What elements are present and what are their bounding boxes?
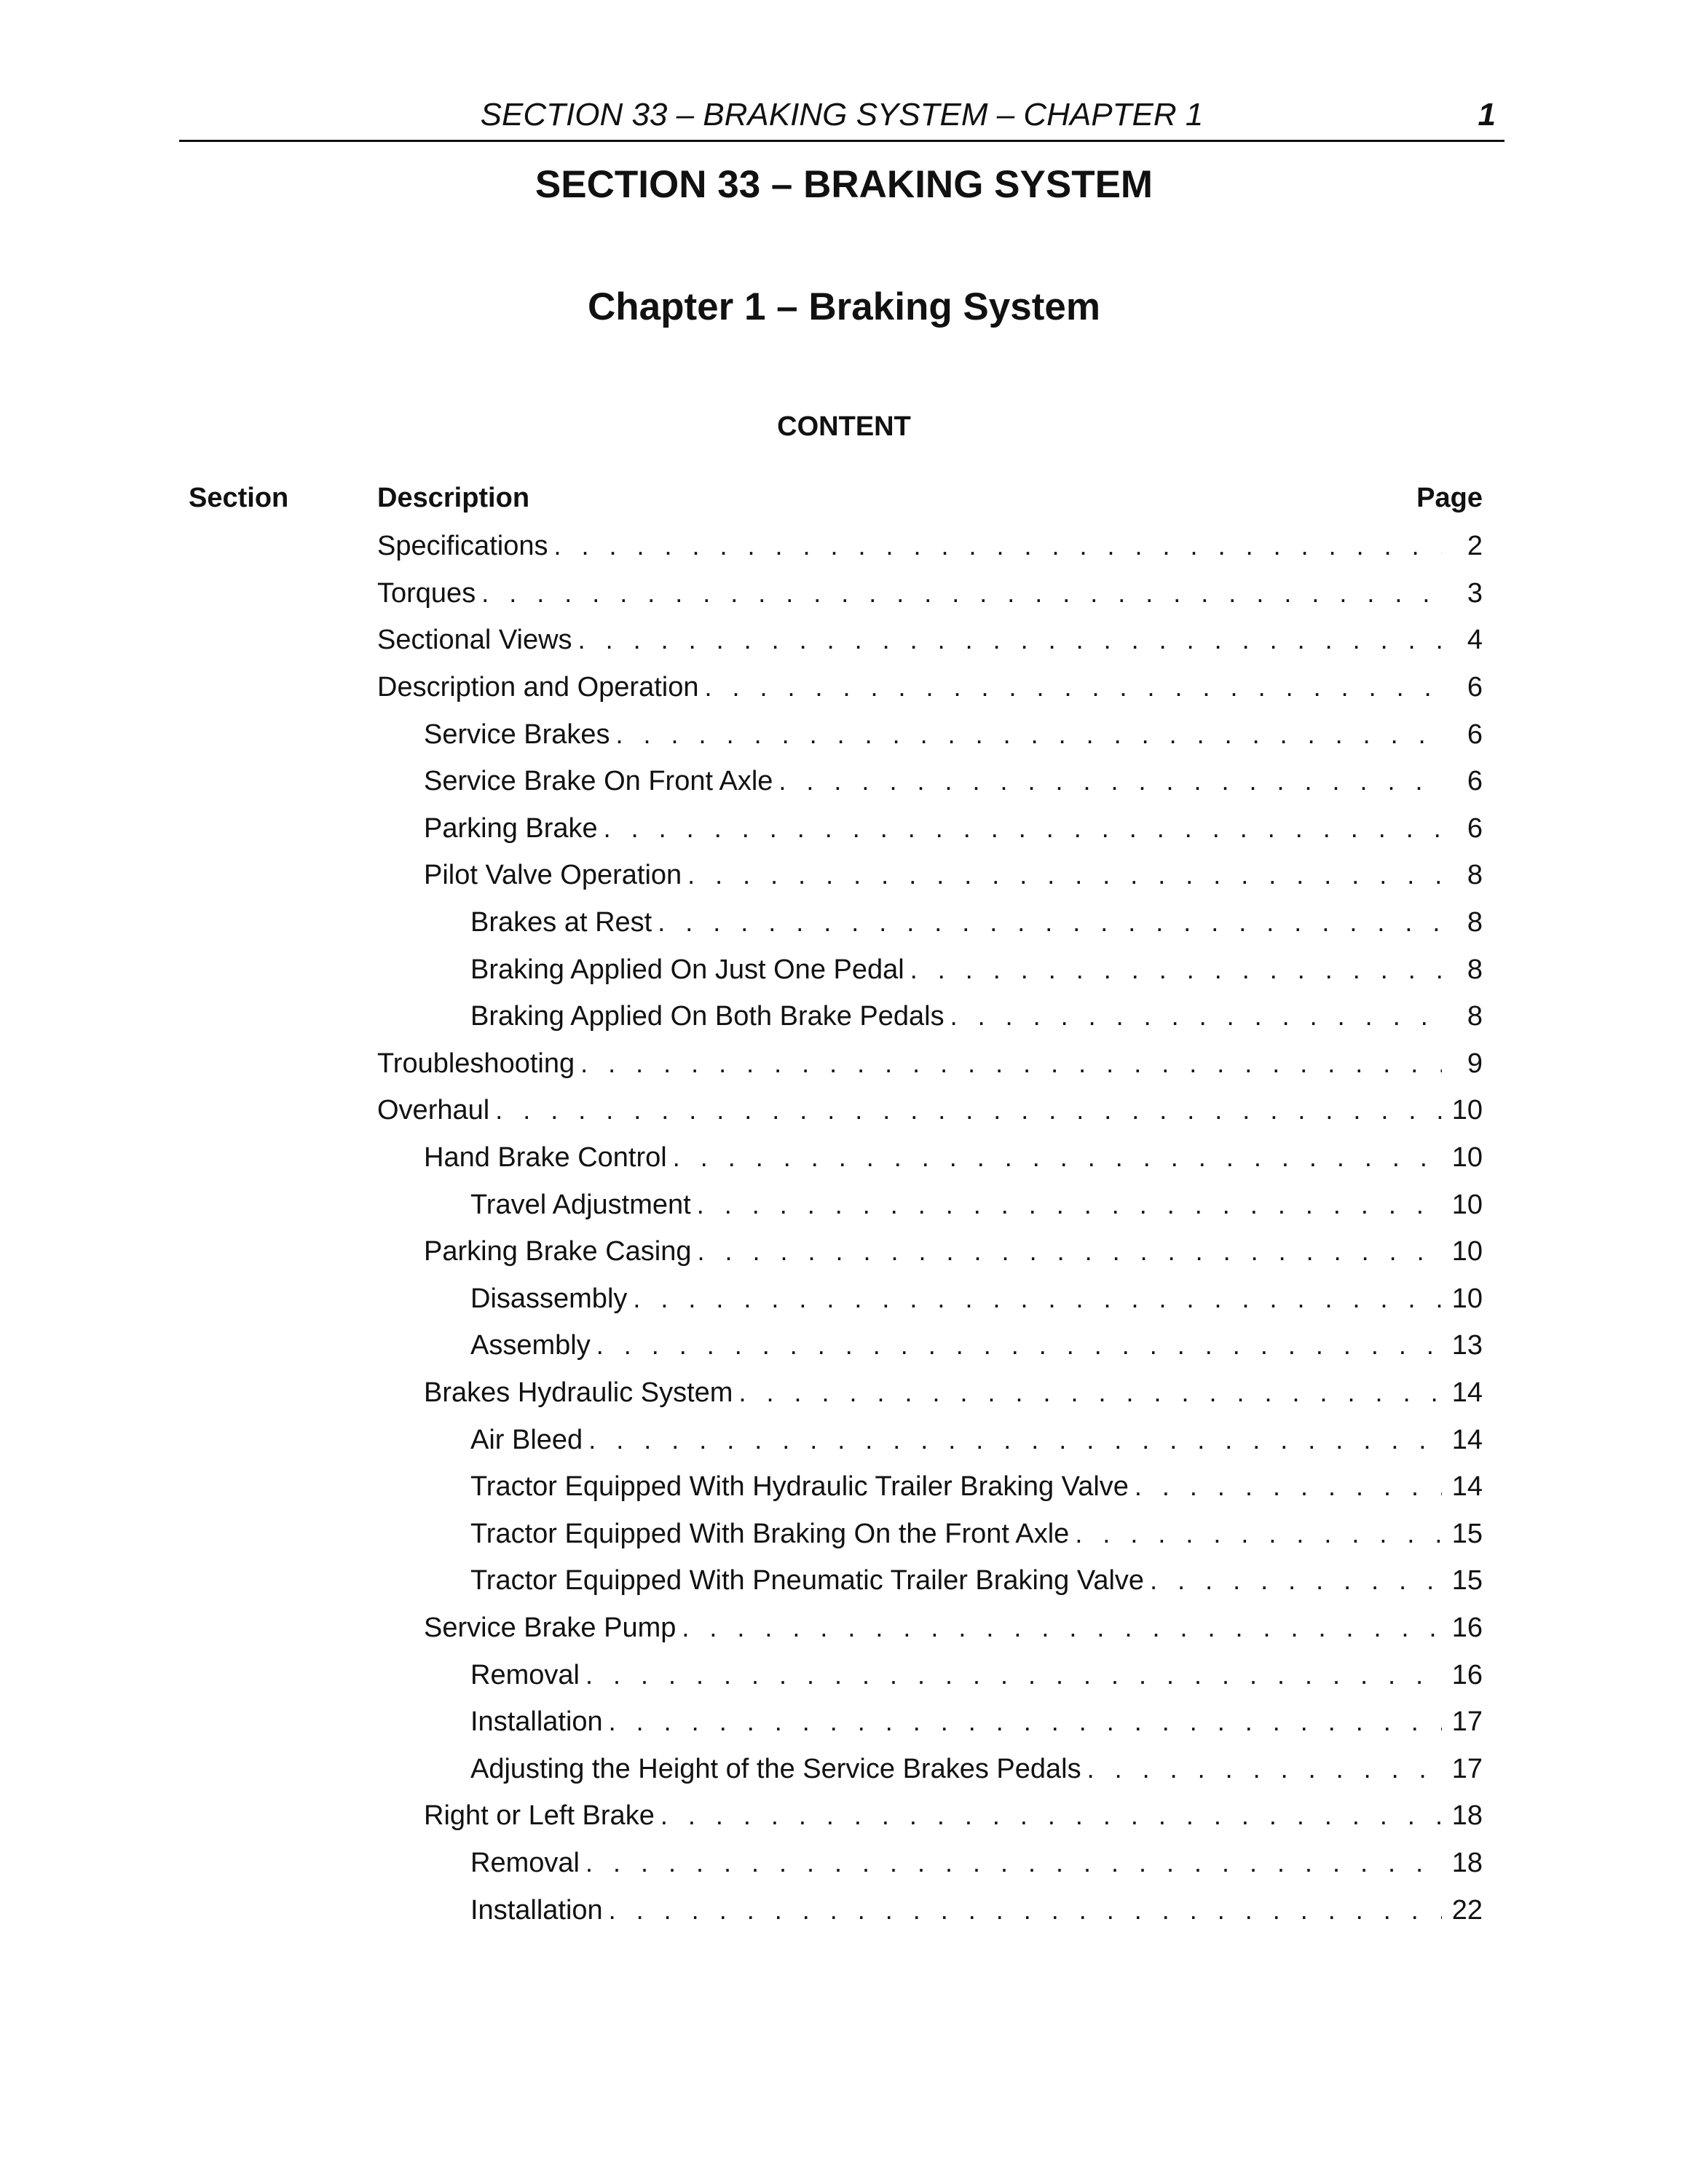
toc-entry-page: 10: [1451, 1236, 1483, 1267]
dot-leader: [481, 576, 1442, 611]
toc-entry-title: Description and Operation: [377, 672, 699, 703]
toc-entry-page: 3: [1467, 577, 1483, 609]
dot-leader: [585, 1845, 1442, 1880]
toc-entry[interactable]: [377, 711, 1483, 758]
toc-entry-title: Overhaul: [377, 1095, 490, 1126]
chapter-title: Chapter 1 – Braking System: [588, 285, 1100, 328]
toc-entry-title: Air Bleed: [470, 1424, 583, 1455]
toc-entry-title: Braking Applied On Just One Pedal: [470, 954, 904, 985]
dot-leader: [495, 1093, 1442, 1128]
toc-entry-title: Disassembly: [470, 1283, 628, 1314]
dot-leader: [580, 1046, 1442, 1081]
toc-entry[interactable]: [377, 1651, 1483, 1698]
toc-entry-title: Adjusting the Height of the Service Brakes Pedals: [470, 1753, 1081, 1784]
toc-entry-page: 4: [1467, 625, 1483, 656]
toc-entry-title: Braking Applied On Both Brake Pedals: [470, 1001, 944, 1032]
toc-entry[interactable]: [377, 1087, 1483, 1134]
toc-entry-page: 17: [1451, 1706, 1483, 1738]
toc-entry-page: 16: [1451, 1659, 1483, 1690]
toc-entry[interactable]: [377, 523, 1483, 570]
toc-entry-page: 14: [1451, 1471, 1483, 1503]
dot-leader: [682, 1610, 1442, 1645]
toc-entry-page: 14: [1451, 1424, 1483, 1455]
toc-entry-title: Tractor Equipped With Hydraulic Trailer Braking Valve: [470, 1471, 1129, 1503]
dot-leader: [1150, 1563, 1442, 1598]
running-title: SECTION 33 – BRAKING SYSTEM – CHAPTER 1: [480, 97, 1204, 132]
dot-leader: [1075, 1516, 1442, 1551]
toc-entry-page: 13: [1451, 1330, 1483, 1361]
toc-entry[interactable]: [377, 617, 1483, 664]
toc-entry[interactable]: [377, 1040, 1483, 1088]
toc-entry-page: 17: [1451, 1753, 1483, 1784]
toc-entry[interactable]: [377, 1228, 1483, 1275]
toc-entry[interactable]: [377, 993, 1483, 1040]
toc-entry-page: 16: [1451, 1612, 1483, 1643]
toc-entry-page: 6: [1467, 812, 1483, 844]
toc-entry-page: 2: [1467, 531, 1483, 562]
toc-entry-title: Removal: [470, 1847, 580, 1878]
toc-entry-page: 18: [1451, 1847, 1483, 1878]
dot-leader: [585, 1658, 1442, 1693]
toc-entry[interactable]: [377, 1605, 1483, 1652]
toc-entry[interactable]: [377, 1369, 1483, 1417]
toc-entry-page: 22: [1451, 1894, 1483, 1926]
toc-entry[interactable]: [377, 1322, 1483, 1369]
toc-entry-title: Service Brakes: [424, 719, 610, 750]
toc-entry-page: 6: [1467, 719, 1483, 750]
dot-leader: [778, 764, 1442, 799]
dot-leader: [1087, 1752, 1442, 1787]
toc-entry[interactable]: [377, 1463, 1483, 1511]
toc-entry[interactable]: [377, 805, 1483, 852]
toc-entry[interactable]: [377, 570, 1483, 617]
toc-entry[interactable]: [377, 1886, 1483, 1934]
toc-entry-title: Specifications: [377, 531, 548, 562]
toc-entry-page: 15: [1451, 1565, 1483, 1597]
running-header: [179, 93, 1504, 142]
dot-leader: [596, 1328, 1442, 1363]
toc-entry-page: 10: [1451, 1283, 1483, 1314]
toc-entry-title: Tractor Equipped With Pneumatic Trailer Braking Valve: [470, 1565, 1145, 1597]
toc-entry-page: 8: [1467, 907, 1483, 938]
content-heading: CONTENT: [777, 411, 911, 442]
toc-entry[interactable]: [377, 852, 1483, 899]
toc-entry-title: Torques: [377, 577, 476, 609]
toc-entry-page: 14: [1451, 1377, 1483, 1408]
toc-entry[interactable]: [377, 758, 1483, 805]
dot-leader: [687, 858, 1442, 893]
toc-entry-page: 8: [1467, 860, 1483, 891]
dot-leader: [633, 1281, 1442, 1316]
toc-entry-page: 6: [1467, 672, 1483, 703]
table-of-contents: [377, 523, 1483, 1934]
toc-entry[interactable]: [377, 1745, 1483, 1792]
toc-entry[interactable]: [377, 1134, 1483, 1182]
dot-leader: [660, 1798, 1442, 1833]
toc-entry-page: 6: [1467, 766, 1483, 797]
column-header-section: Section: [189, 483, 289, 513]
toc-entry-title: Parking Brake Casing: [424, 1236, 692, 1267]
dot-leader: [604, 811, 1442, 846]
toc-entry[interactable]: [377, 664, 1483, 711]
toc-entry[interactable]: [377, 1181, 1483, 1228]
dot-leader: [1135, 1469, 1442, 1504]
toc-entry-page: 15: [1451, 1518, 1483, 1549]
dot-leader: [673, 1140, 1442, 1175]
toc-entry[interactable]: [377, 1510, 1483, 1557]
toc-entry-page: 10: [1451, 1189, 1483, 1220]
dot-leader: [697, 1187, 1442, 1222]
toc-entry-page: 10: [1451, 1142, 1483, 1174]
toc-entry-title: Pilot Valve Operation: [424, 860, 682, 891]
toc-entry-page: 18: [1451, 1800, 1483, 1832]
toc-entry[interactable]: [377, 899, 1483, 946]
toc-entry-title: Installation: [470, 1706, 603, 1738]
dot-leader: [616, 717, 1442, 752]
toc-entry-title: Brakes Hydraulic System: [424, 1377, 733, 1408]
toc-entry-title: Assembly: [470, 1330, 591, 1361]
column-header-page: Page: [1416, 483, 1483, 513]
toc-entry-title: Service Brake Pump: [424, 1612, 677, 1643]
dot-leader: [910, 952, 1442, 987]
toc-entry-title: Brakes at Rest: [470, 907, 652, 938]
page-number: 1: [1478, 97, 1496, 132]
toc-entry[interactable]: [377, 1840, 1483, 1887]
toc-entry-title: Parking Brake: [424, 812, 598, 844]
toc-entry[interactable]: [377, 1275, 1483, 1323]
dot-leader: [609, 1893, 1442, 1928]
toc-entry[interactable]: [377, 1792, 1483, 1840]
toc-entry-title: Installation: [470, 1894, 603, 1926]
section-title: SECTION 33 – BRAKING SYSTEM: [535, 163, 1153, 206]
dot-leader: [609, 1704, 1442, 1739]
dot-leader: [588, 1423, 1442, 1457]
dot-leader: [658, 905, 1442, 940]
toc-entry-page: 9: [1467, 1048, 1483, 1079]
toc-entry-title: Service Brake On Front Axle: [424, 766, 773, 797]
dot-leader: [698, 1234, 1442, 1269]
toc-entry-title: Troubleshooting: [377, 1048, 575, 1079]
toc-entry[interactable]: [377, 1557, 1483, 1605]
toc-entry-page: 10: [1451, 1095, 1483, 1126]
toc-entry[interactable]: [377, 946, 1483, 993]
dot-leader: [553, 529, 1442, 563]
toc-entry-title: Hand Brake Control: [424, 1142, 667, 1174]
toc-entry-title: Tractor Equipped With Braking On the Front Axle: [470, 1518, 1070, 1549]
dot-leader: [950, 999, 1442, 1034]
toc-entry[interactable]: [377, 1416, 1483, 1463]
toc-entry-title: Right or Left Brake: [424, 1800, 655, 1832]
toc-entry[interactable]: [377, 1698, 1483, 1746]
toc-entry-page: 8: [1467, 1001, 1483, 1032]
dot-leader: [704, 670, 1442, 705]
column-header-description: Description: [377, 483, 530, 513]
toc-entry-title: Removal: [470, 1659, 580, 1690]
toc-entry-title: Travel Adjustment: [470, 1189, 691, 1220]
toc-entry-title: Sectional Views: [377, 625, 572, 656]
dot-leader: [578, 622, 1442, 657]
dot-leader: [738, 1375, 1442, 1410]
toc-entry-page: 8: [1467, 954, 1483, 985]
